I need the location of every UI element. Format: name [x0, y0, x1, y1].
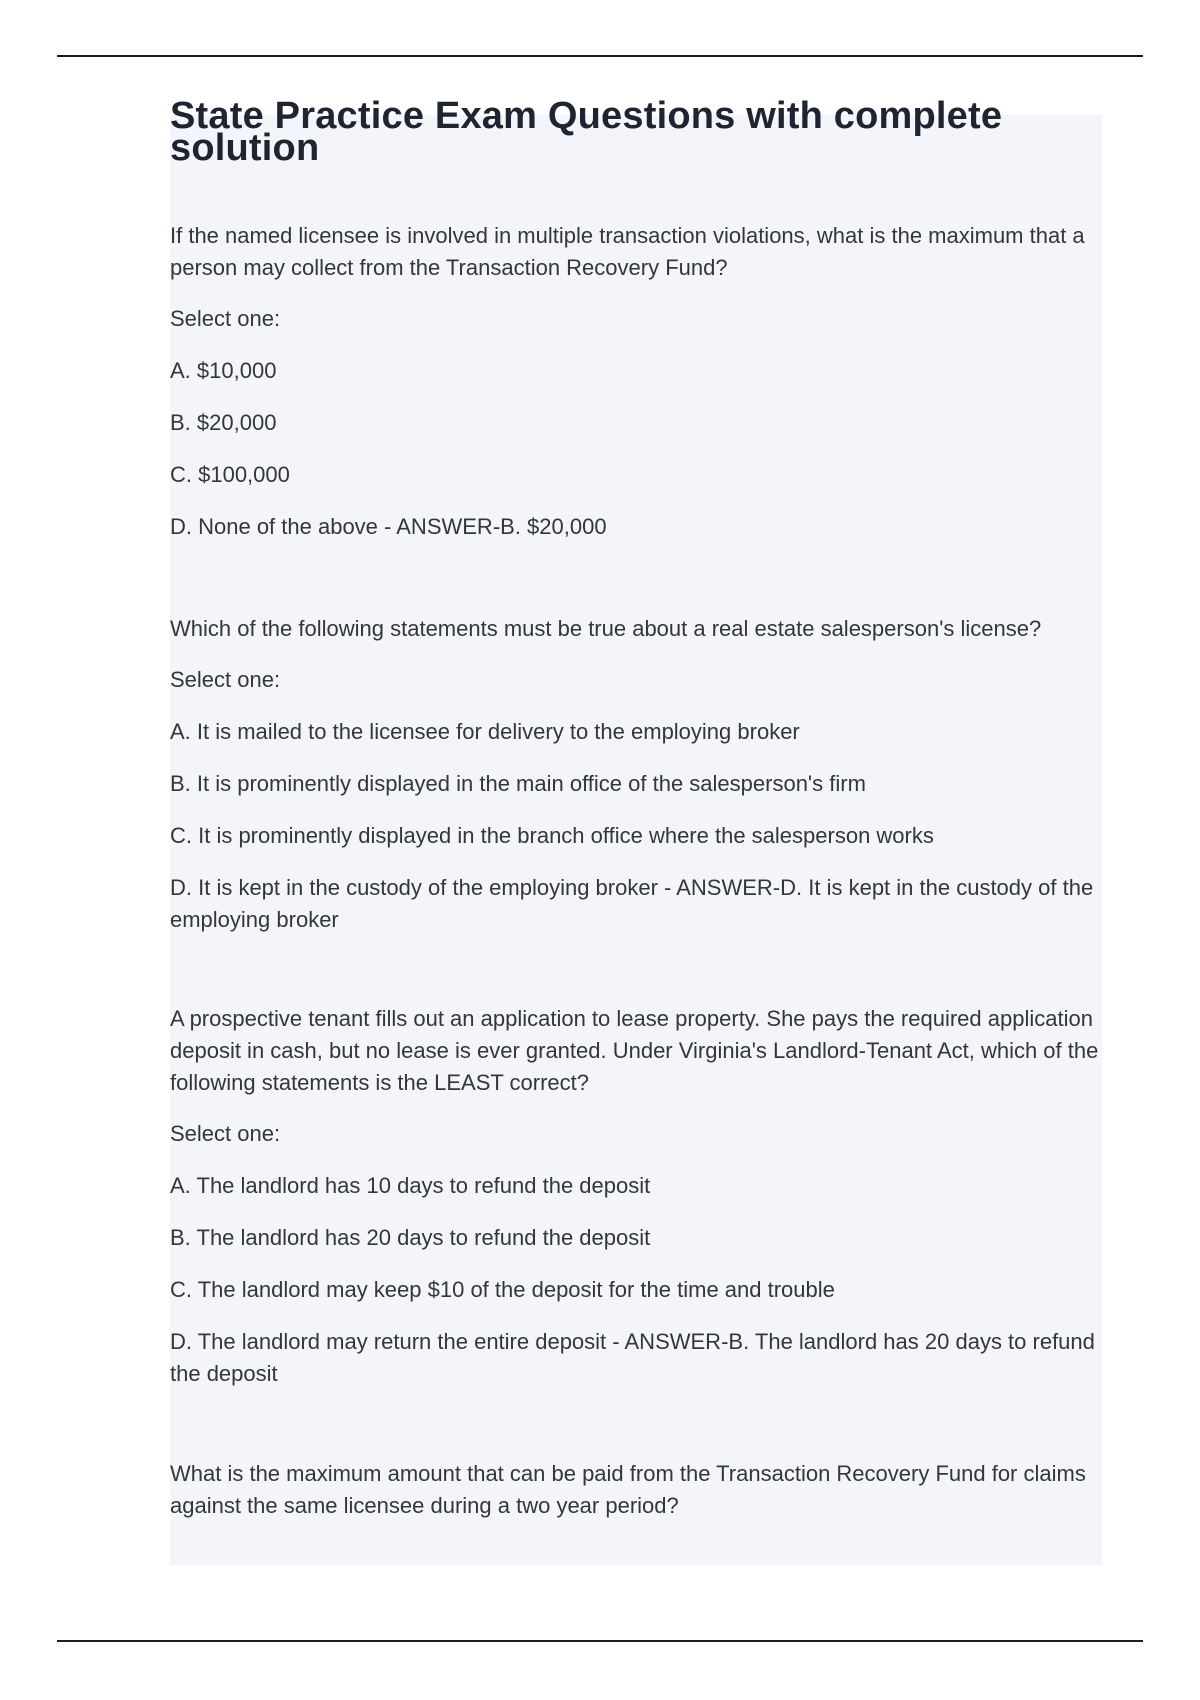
option-b: B. The landlord has 20 days to refund the deposit — [170, 1225, 651, 1250]
question-1 — [170, 220, 1110, 543]
option-c: C. $100,000 — [170, 462, 290, 487]
option-b: B. It is prominently displayed in the main office of the salesperson's firm — [170, 771, 866, 796]
option-a: A. $10,000 — [170, 358, 277, 383]
select-one-label: Select one: — [170, 667, 281, 692]
option-c: C. It is prominently displayed in the branch office where the salesperson works — [170, 823, 934, 848]
option-a: A. The landlord has 10 days to refund the deposit — [170, 1173, 651, 1198]
select-one-label: Select one: — [170, 306, 281, 331]
select-one-label: Select one: — [170, 1121, 281, 1146]
option-d-answer: D. The landlord may return the entire deposit - ANSWER-B. The landlord has 20 days to refund the deposit — [170, 1329, 1095, 1386]
question-2 — [170, 613, 1110, 936]
header-rule — [57, 55, 1143, 57]
question-3 — [170, 1003, 1110, 1390]
option-d-answer: D. None of the above - ANSWER-B. $20,000 — [170, 514, 607, 539]
question-stem: Which of the following statements must be true about a real estate salesperson's license? — [170, 616, 1042, 641]
option-c: C. The landlord may keep $10 of the deposit for the time and trouble — [170, 1277, 835, 1302]
question-stem: A prospective tenant fills out an application to lease property. She pays the required application deposit in cash, but no lease is ever granted. Under Virginia's Landlord-Tenant Act, which of the following statements is the LEAST correct? — [170, 1006, 1099, 1095]
question-4 — [170, 1458, 1110, 1522]
footer-rule — [57, 1640, 1143, 1642]
option-a: A. It is mailed to the licensee for delivery to the employing broker — [170, 719, 800, 744]
page-title: State Practice Exam Questions with complete solution — [170, 95, 1003, 169]
option-d-answer: D. It is kept in the custody of the employing broker - ANSWER-D. It is kept in the custody of the employing broker — [170, 875, 1094, 932]
document-content — [170, 95, 1110, 1541]
question-stem: What is the maximum amount that can be paid from the Transaction Recovery Fund for claims against the same licensee during a two year period? — [170, 1461, 1086, 1518]
option-b: B. $20,000 — [170, 410, 277, 435]
question-stem: If the named licensee is involved in multiple transaction violations, what is the maximum that a person may collect from the Transaction Recovery Fund? — [170, 223, 1085, 280]
